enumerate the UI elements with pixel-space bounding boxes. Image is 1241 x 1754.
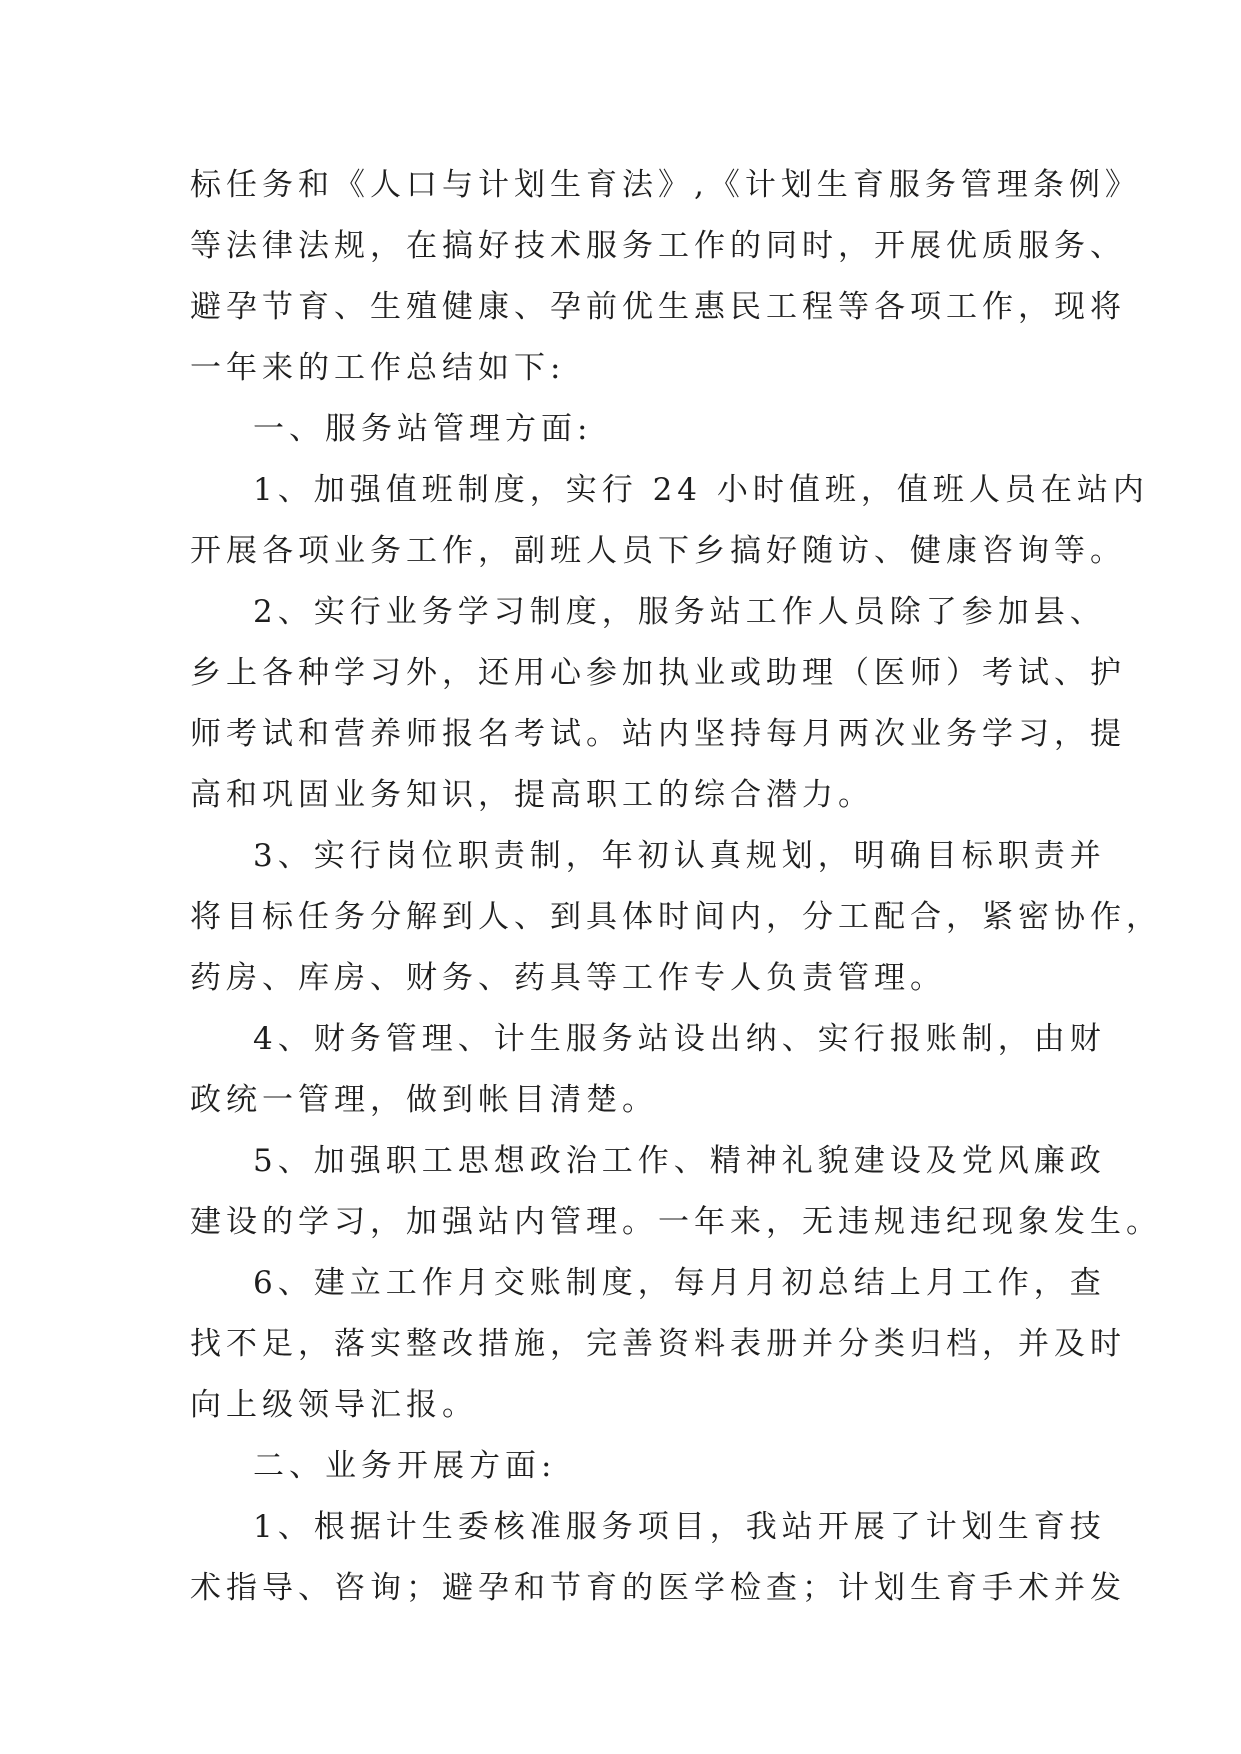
text-line: 将目标任务分解到人、到具体时间内，分工配合，紧密协作， — [190, 899, 1162, 935]
text-line: 开展各项业务工作，副班人员下乡搞好随访、健康咨询等。 — [190, 533, 1126, 569]
text-line: 向上级领导汇报。 — [190, 1387, 478, 1423]
text-line: 2、实行业务学习制度，服务站工作人员除了参加县、 — [253, 594, 1106, 630]
text-line: 高和巩固业务知识，提高职工的综合潜力。 — [190, 777, 874, 813]
text-line: 6、建立工作月交账制度，每月月初总结上月工作，查 — [253, 1265, 1106, 1301]
text-line: 建设的学习，加强站内管理。一年来，无违规违纪现象发生。 — [190, 1204, 1162, 1240]
text-line: 1、加强值班制度，实行 24 小时值班，值班人员在站内 — [253, 472, 1149, 508]
text-line: 3、实行岗位职责制，年初认真规划，明确目标职责并 — [253, 838, 1106, 874]
text-line: 4、财务管理、计生服务站设出纳、实行报账制，由财 — [253, 1021, 1106, 1057]
text-line: 等法律法规，在搞好技术服务工作的同时，开展优质服务、 — [190, 228, 1126, 264]
section-heading: 一、服务站管理方面: — [253, 411, 593, 447]
text-line: 政统一管理，做到帐目清楚。 — [190, 1082, 658, 1118]
text-line: 1、根据计生委核准服务项目，我站开展了计划生育技 — [253, 1509, 1106, 1545]
text-line: 避孕节育、生殖健康、孕前优生惠民工程等各项工作，现将 — [190, 289, 1126, 325]
text-line: 标任务和《人口与计划生育法》,《计划生育服务管理条例》 — [190, 167, 1141, 203]
text-line: 乡上各种学习外，还用心参加执业或助理（医师）考试、护 — [190, 655, 1126, 691]
text-line: 5、加强职工思想政治工作、精神礼貌建设及党风廉政 — [253, 1143, 1106, 1179]
text-line: 一年来的工作总结如下: — [190, 350, 566, 386]
text-line: 药房、库房、财务、药具等工作专人负责管理。 — [190, 960, 946, 996]
text-line: 找不足，落实整改措施，完善资料表册并分类归档，并及时 — [190, 1326, 1126, 1362]
document-body — [190, 155, 1162, 1619]
text-line: 术指导、咨询；避孕和节育的医学检查；计划生育手术并发 — [190, 1570, 1126, 1606]
text-line: 师考试和营养师报名考试。站内坚持每月两次业务学习，提 — [190, 716, 1126, 752]
section-heading: 二、业务开展方面: — [253, 1448, 557, 1484]
